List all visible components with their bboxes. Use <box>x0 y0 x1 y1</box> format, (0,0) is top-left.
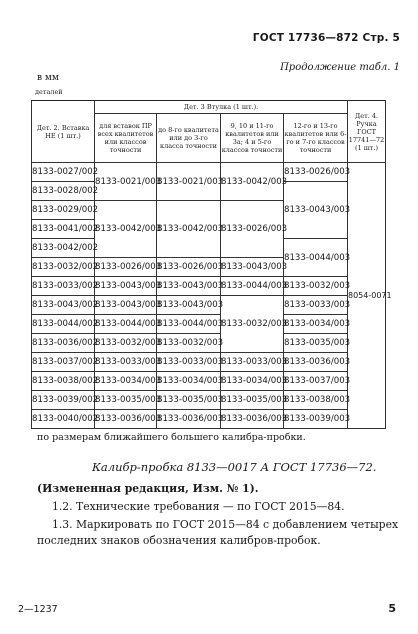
det2-cell: 8133-0036/002 <box>32 334 95 353</box>
c4-cell: 8133-0034/003 <box>284 315 348 334</box>
c3-cell: 8133-0032/003 <box>221 296 284 353</box>
c1-cell: 8133-0026/003 <box>95 258 157 277</box>
c1-cell: 8133-0043/003 <box>95 296 157 315</box>
c4-cell: 8133-0032/003 <box>284 277 348 296</box>
spec-table <box>31 100 392 429</box>
det2-cell: 8133-0039/002 <box>32 391 95 410</box>
det2-cell: 8133-0029/002 <box>32 201 95 220</box>
c2-cell: 8133-0035/003 <box>157 391 221 410</box>
det2-cell: 8133-0032/002 <box>32 258 95 277</box>
c2-cell: 8133-0043/003 <box>157 277 221 296</box>
c3-cell: 8133-0036/003 <box>221 410 284 429</box>
header-sub3: 9, 10 и 11-го квалитетов или 3а; 4 и 5-го классов точности <box>221 114 284 163</box>
det2-cell: 8133-0043/002 <box>32 296 95 315</box>
c1-cell: 8133-0035/003 <box>95 391 157 410</box>
header-sub4: 12-го и 13-го квалитетов или 6-го и 7-го классов точности <box>284 114 348 163</box>
c1-cell: 8133-0032/003 <box>95 334 157 353</box>
c3-cell: 8133-0042/003 <box>221 163 284 201</box>
c3-cell: 8133-0035/003 <box>221 391 284 410</box>
det2-cell: 8133-0037/002 <box>32 353 95 372</box>
c2-cell: 8133-0042/003 <box>157 201 221 258</box>
header-sub1: для вставок ПР всех квалитетов или классов точности <box>95 114 157 163</box>
continuation-label: Продолжение табл. 1 <box>280 62 400 73</box>
c2-cell: 8133-0043/003 <box>157 296 221 315</box>
det2-cell: 8133-0040/002 <box>32 410 95 429</box>
c2-cell: 8133-0033/003 <box>157 353 221 372</box>
c1-cell: 8133-0036/003 <box>95 410 157 429</box>
c1-cell: 8133-0042/003 <box>95 201 157 258</box>
det2-cell: 8133-0041/002 <box>32 220 95 239</box>
c2-cell: 8133-0044/003 <box>157 315 221 334</box>
c4-cell: 8133-0044/003 <box>284 239 348 277</box>
c1-cell: 8133-0034/003 <box>95 372 157 391</box>
c1-cell: 8133-0044/003 <box>95 315 157 334</box>
c4-cell: 8133-0037/003 <box>284 372 348 391</box>
c4-cell: 8133-0039/003 <box>284 410 348 429</box>
header-det4: Дет. 4. Ручка ГОСТ 17741—72 (1 шт.) <box>348 101 386 163</box>
c1-cell: 8133-0033/003 <box>95 353 157 372</box>
table-note: по размерам ближайшего большего калибра-пробки. <box>37 432 306 443</box>
det2-cell: 8133-0038/002 <box>32 372 95 391</box>
spec-table-block <box>31 86 392 430</box>
caption: Калибр-пробка 8133—0017 А ГОСТ 17736—72. <box>92 460 377 474</box>
c4-cell: 8133-0035/003 <box>284 334 348 353</box>
parts-label: деталей <box>35 88 63 96</box>
header-det3-group: Дет. 3 Втулка (1 шт.). <box>95 101 348 114</box>
c2-cell: 8133-0036/003 <box>157 410 221 429</box>
c4-cell: 8133-0026/003 <box>284 163 348 182</box>
footer-signature: 2—1237 <box>18 604 58 615</box>
c4-cell: 8133-0038/003 <box>284 391 348 410</box>
det2-cell: 8133-0027/002 <box>32 163 95 182</box>
page-number: 5 <box>388 602 396 615</box>
header-det2: Дет. 2. Вставка НЕ (1 шт.) <box>32 101 95 163</box>
document-header: ГОСТ 17736—872 Стр. 5 <box>252 32 400 44</box>
paragraph-1-2: 1.2. Технические требования — по ГОСТ 2015—84. <box>52 500 345 513</box>
unit-label: в мм <box>37 73 59 83</box>
c3-cell: 8133-0043/003 <box>221 258 284 277</box>
det4-cell: 8054-0071 <box>348 163 386 429</box>
c4-cell: 8133-0043/003 <box>284 182 348 239</box>
header-sub2: до 8-го квалитета или до 3-го класса точности <box>157 114 221 163</box>
det2-cell: 8133-0033/002 <box>32 277 95 296</box>
det2-cell: 8133-0042/002 <box>32 239 95 258</box>
det2-cell: 8133-0044/002 <box>32 315 95 334</box>
paragraph-1-3: 1.3. Маркировать по ГОСТ 2015—84 с добавлением четырех <box>52 518 399 531</box>
c3-cell: 8133-0044/003 <box>221 277 284 296</box>
c2-cell: 8133-0026/003 <box>157 258 221 277</box>
c1-cell: 8133-0021/003 <box>95 163 157 201</box>
c3-cell: 8133-0026/003 <box>221 201 284 258</box>
c1-cell: 8133-0043/003 <box>95 277 157 296</box>
c4-cell: 8133-0036/003 <box>284 353 348 372</box>
c4-cell: 8133-0033/003 <box>284 296 348 315</box>
c2-cell: 8133-0034/003 <box>157 372 221 391</box>
paragraph-1-3-cont: последних знаков обозначения калибров-пробок. <box>37 534 321 547</box>
c2-cell: 8133-0021/003 <box>157 163 221 201</box>
amendment-note: (Измененная редакция, Изм. № 1). <box>37 482 259 495</box>
det2-cell: 8133-0028/002 <box>32 182 95 201</box>
c2-cell: 8133-0032/003 <box>157 334 221 353</box>
c3-cell: 8133-0034/003 <box>221 372 284 391</box>
c3-cell: 8133-0033/003 <box>221 353 284 372</box>
